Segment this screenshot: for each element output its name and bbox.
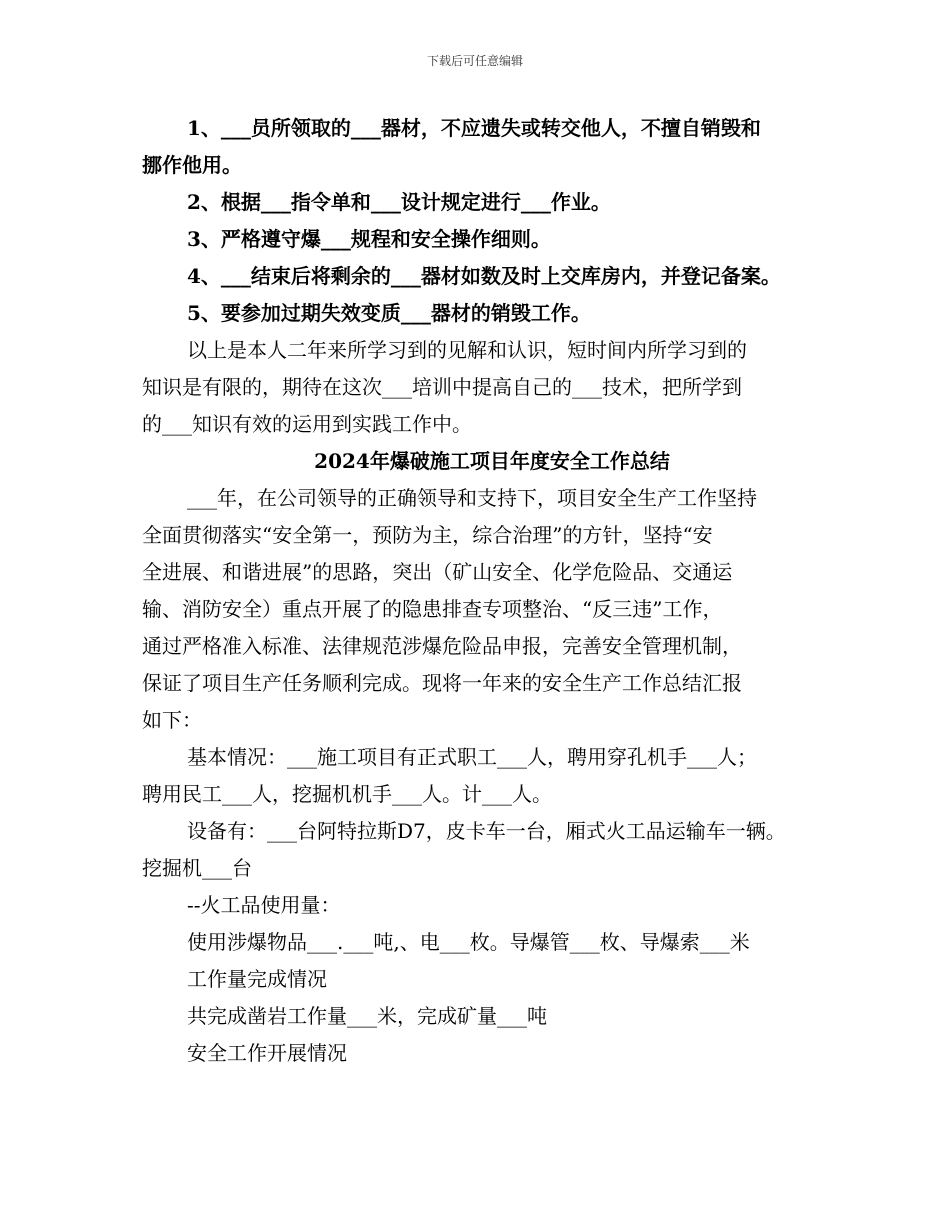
rule-item-1: 1、___员所领取的___器材，不应遗失或转交他人，不擅自销毁和 [187,116,761,140]
intro-paragraph-line: ___年，在公司领导的正确领导和支持下，项目安全生产工作坚持 [187,486,757,510]
workload-heading: 工作量完成情况 [187,967,327,991]
intro-paragraph-line: 输、消防安全）重点开展了的隐患排查专项整治、“反三违”工作， [142,597,723,621]
explosives-usage-line: 使用涉爆物品___.___吨,、电___枚。导爆管___枚、导爆索___米 [187,930,750,954]
intro-paragraph-line: 全面贯彻落实“安全第一，预防为主，综合治理”的方针，坚持“安 [142,523,713,547]
conclusion-paragraph-line: 以上是本人二年来所学习到的见解和认识，短时间内所学习到的 [187,338,747,362]
intro-paragraph-line: 全进展、和谐进展”的思路，突出（矿山安全、化学危险品、交通运 [142,560,733,584]
rule-item-1-cont: 挪作他用。 [142,153,242,177]
conclusion-paragraph-line: 知识是有限的，期待在这次___培训中提高自己的___技术，把所学到 [142,375,742,399]
safety-work-heading: 安全工作开展情况 [187,1041,347,1065]
document-title: 2024年爆破施工项目年度安全工作总结 [314,449,670,473]
intro-paragraph-line: 通过严格准入标准、法律规范涉爆危险品申报，完善安全管理机制， [142,634,742,658]
rule-item-4: 4、___结束后将剩余的___器材如数及时上交库房内，并登记备案。 [187,264,781,288]
conclusion-paragraph-line: 的___知识有效的运用到实践工作中。 [142,412,472,436]
page-header-note: 下载后可任意编辑 [426,54,523,68]
equipment-line: 挖掘机___台 [142,856,252,880]
rule-item-5: 5、要参加过期失效变质___器材的销毁工作。 [187,301,591,325]
rule-item-2: 2、根据___指令单和___设计规定进行___作业。 [187,190,611,214]
intro-paragraph-line: 如下： [142,708,202,732]
document-body [142,110,822,1072]
equipment-line: 设备有：___台阿特拉斯D7，皮卡车一台，厢式火工品运输车一辆。 [187,819,786,843]
explosives-usage-heading: --火工品使用量： [187,893,341,917]
rule-item-3: 3、严格遵守爆___规程和安全操作细则。 [187,227,551,251]
basic-info-line: 聘用民工___人，挖掘机机手___人。计___人。 [142,782,552,806]
workload-line: 共完成凿岩工作量___米，完成矿量___吨 [187,1004,547,1028]
intro-paragraph-line: 保证了项目生产任务顺利完成。现将一年来的安全生产工作总结汇报 [142,671,742,695]
basic-info-line: 基本情况：___施工项目有正式职工___人，聘用穿孔机手___人； [187,745,757,769]
